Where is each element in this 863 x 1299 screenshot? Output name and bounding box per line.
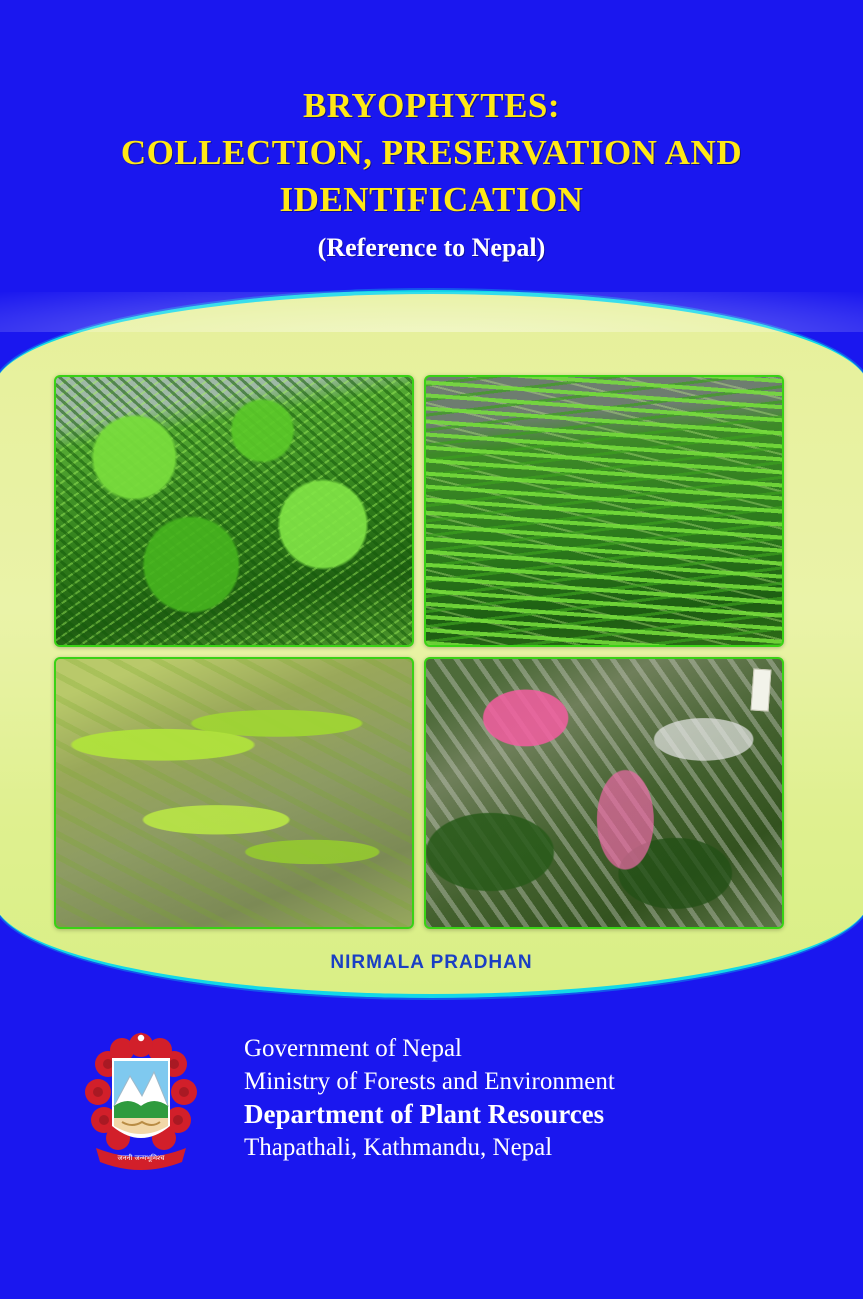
specimen-tag <box>751 668 772 711</box>
title-line-3: IDENTIFICATION <box>279 180 584 219</box>
publisher-line-government: Government of Nepal <box>244 1035 462 1062</box>
photo-leafy-moss-clump <box>54 375 414 647</box>
subtitle: (Reference to Nepal) <box>317 233 546 262</box>
title-line-2: COLLECTION, PRESERVATION AND <box>120 133 743 172</box>
publisher-line-ministry: Ministry of Forests and Environment <box>244 1068 615 1095</box>
publisher-block <box>244 1032 615 1164</box>
author-name: NIRMALA PRADHAN <box>330 952 533 973</box>
photo-thalloid-liverwort <box>54 657 414 929</box>
photo-moss-on-painted-rock <box>424 657 784 929</box>
title-block <box>0 82 863 263</box>
publisher-line-department: Department of Plant Resources <box>244 1099 605 1129</box>
publisher-line-address: Thapathali, Kathmandu, Nepal <box>244 1134 553 1161</box>
nepal-government-emblem-icon <box>78 1030 204 1180</box>
photo-grid <box>54 375 784 932</box>
photo-tall-green-shoots <box>424 375 784 647</box>
svg-text:जननी जन्मभूमिश्च: जननी जन्मभूमिश्च <box>117 1154 165 1162</box>
title-line-1: BRYOPHYTES: <box>302 86 561 125</box>
